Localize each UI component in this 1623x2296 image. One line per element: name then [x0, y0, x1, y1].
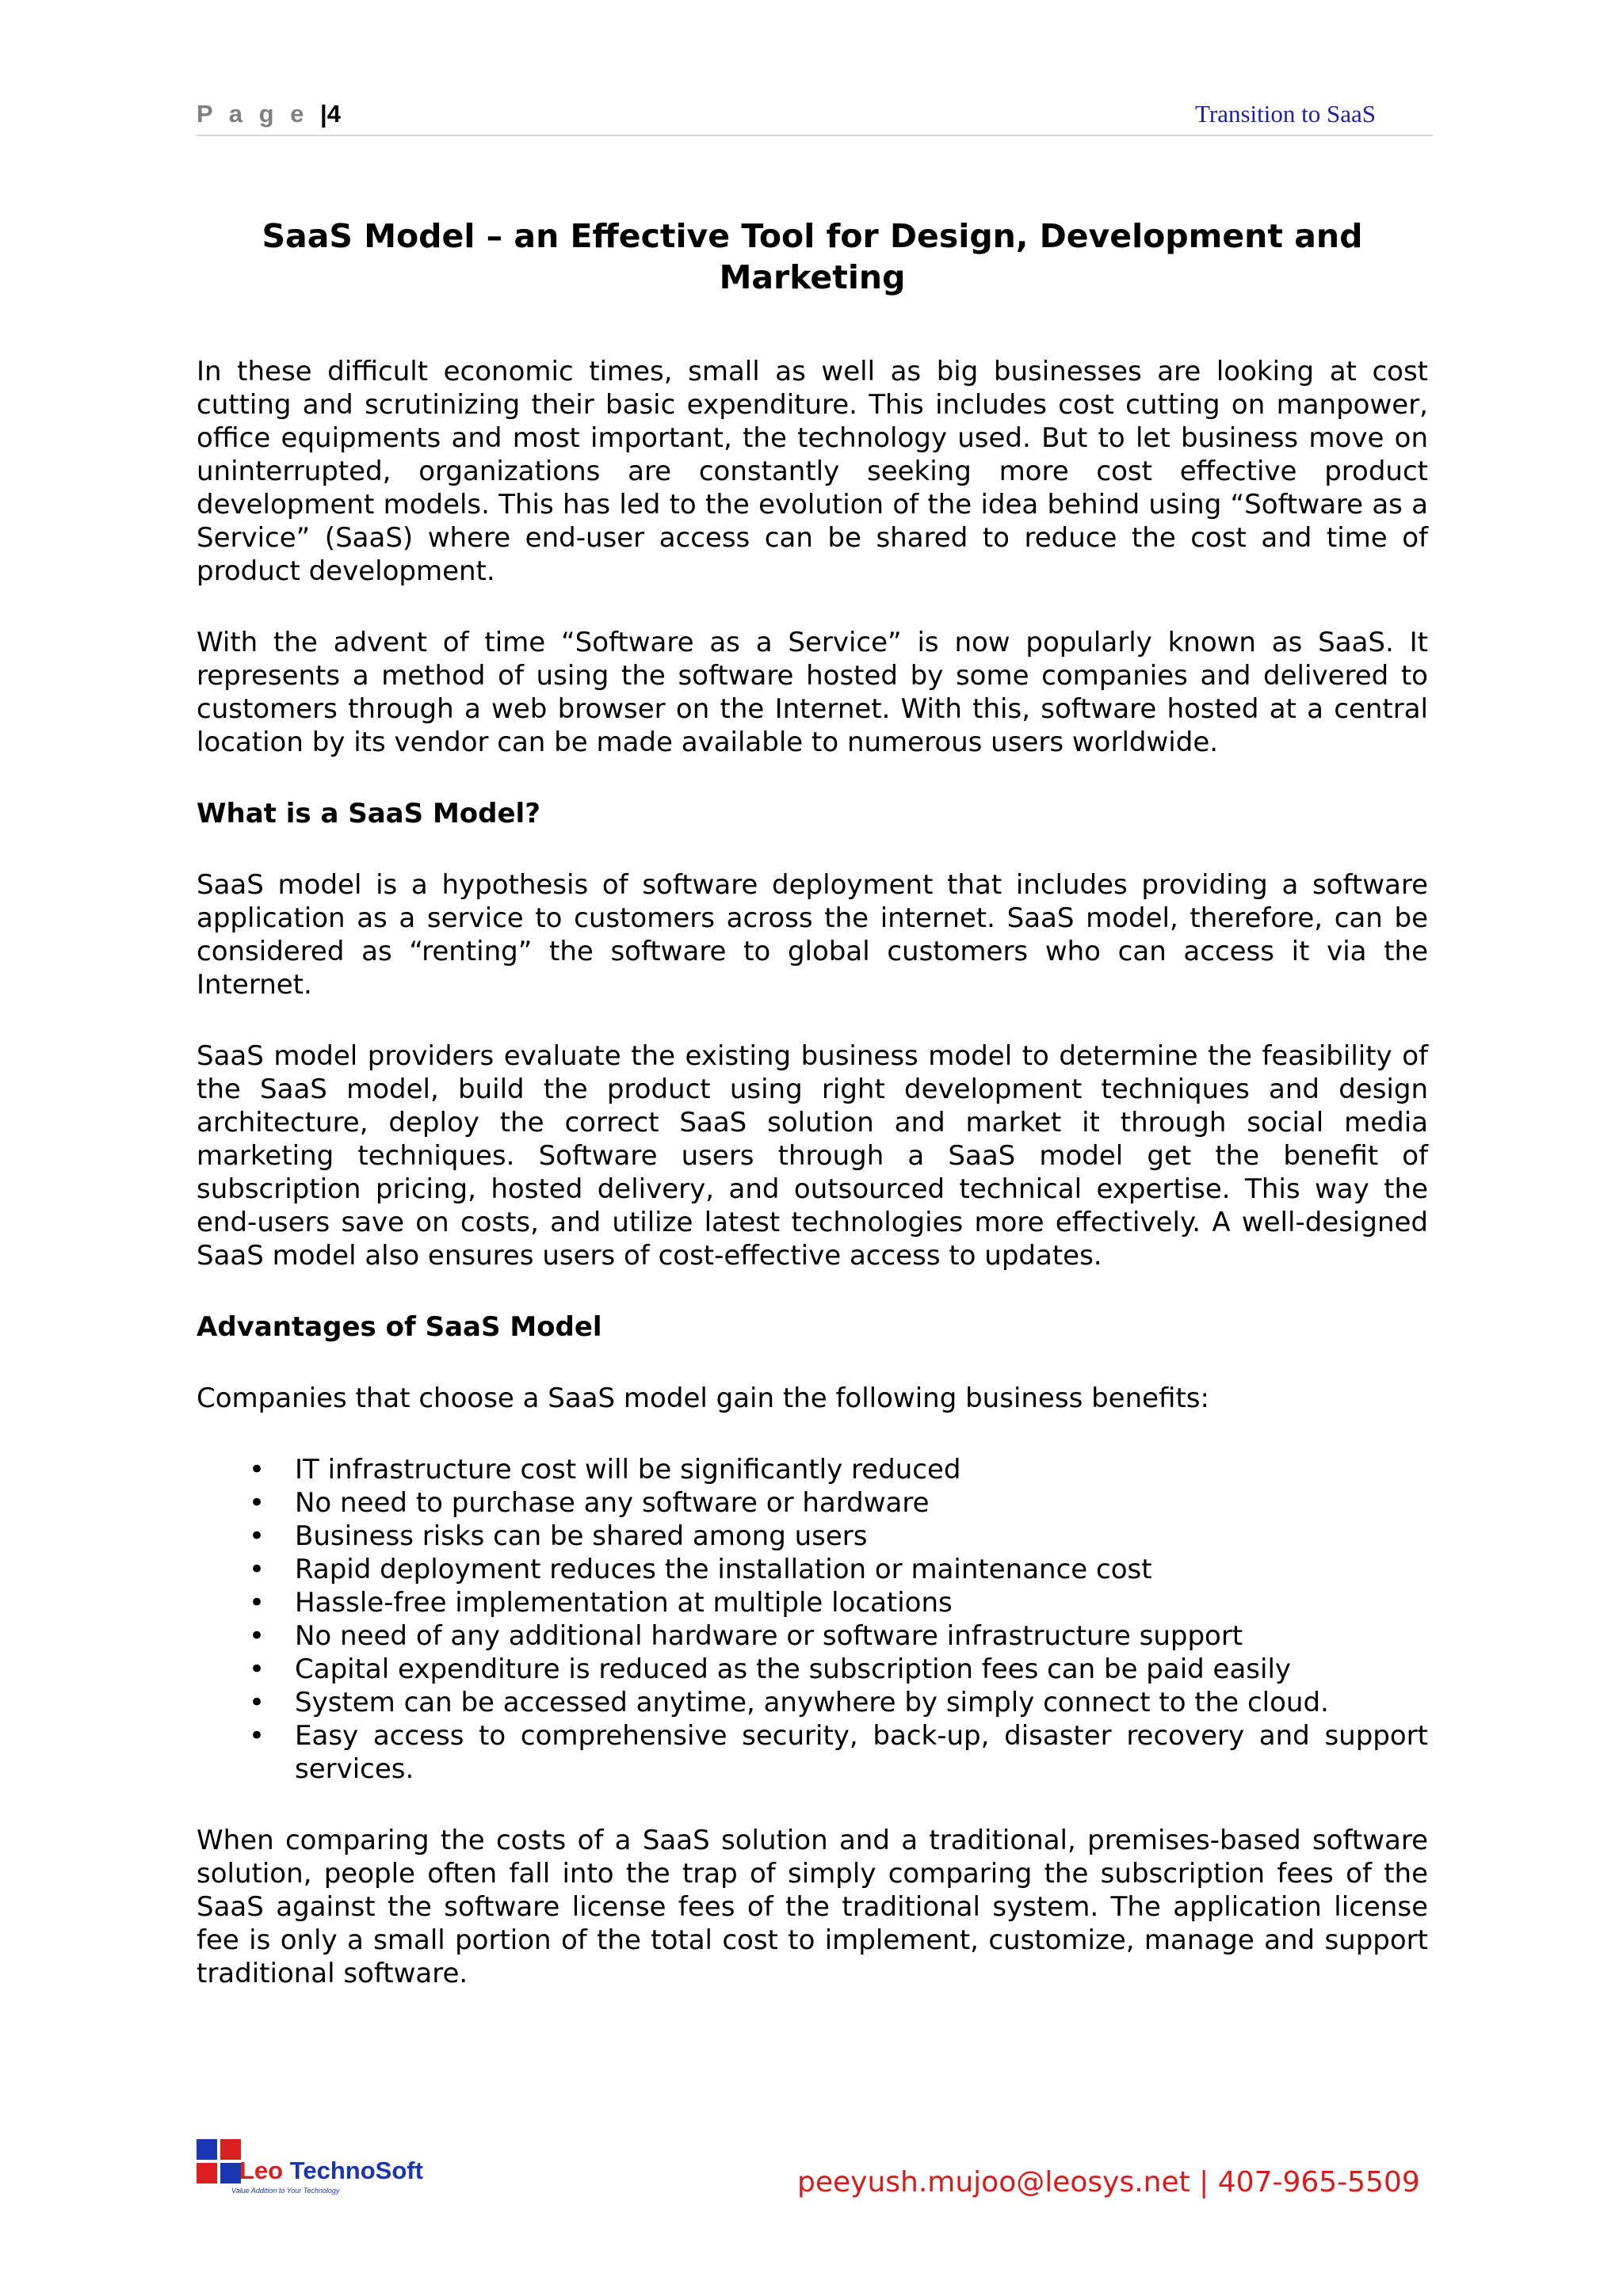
- list-item: [197, 1453, 1428, 1486]
- page-separator: |: [320, 100, 327, 128]
- list-item: [197, 1686, 1428, 1719]
- list-item-text: Easy access to comprehensive security, back-up, disaster recovery and support services.: [295, 1720, 1428, 1785]
- list-item: [197, 1586, 1428, 1619]
- running-title: Transition to SaaS: [1195, 100, 1376, 128]
- closing-paragraph: When comparing the costs of a SaaS solution and a traditional, premises-based software solution, people often fall into the trap of simply comparing the subscription fees of the SaaS against the software license fees of the traditional system. The application license fee is only a small portion of the total cost to implement, customize, manage and support traditional software.: [197, 1825, 1428, 1989]
- company-logo: [197, 2139, 458, 2196]
- list-item-text: No need of any additional hardware or software infrastructure support: [295, 1620, 1243, 1652]
- logo-word-leo: Leo: [239, 2157, 284, 2184]
- list-item-text: No need to purchase any software or hardware: [295, 1487, 930, 1519]
- intro-paragraph-2: With the advent of time “Software as a Service” is now popularly known as SaaS. It represents a method of using the software hosted by some companies and delivered to customers through a web browser on the Internet. With this, software hosted at a central location by its vendor can be made available to numerous users worldwide.: [197, 627, 1428, 758]
- list-item: [197, 1653, 1428, 1686]
- bullet-icon: •: [249, 1587, 265, 1619]
- bullet-icon: •: [249, 1520, 265, 1552]
- logo-squares-icon: [197, 2139, 242, 2185]
- logo-tagline: Value Addition to Your Technology: [231, 2187, 340, 2195]
- bullet-icon: •: [249, 1653, 265, 1685]
- list-item: [197, 1719, 1428, 1786]
- what-paragraph-2: SaaS model providers evaluate the existing business model to determine the feasibility of the SaaS model, build the product using right development techniques and design architecture, deploy the correct SaaS solution and market it through social media marketing techniques. Software users through a SaaS model get the benefit of subscription pricing, hosted delivery, and outsourced technical expertise. This way the end-users save on costs, and utilize latest technologies more effectively. A well-designed SaaS model also ensures users of cost-effective access to updates.: [197, 1040, 1428, 1272]
- bullet-icon: •: [249, 1454, 265, 1486]
- list-item: [197, 1486, 1428, 1520]
- advantages-list: [197, 1453, 1428, 1786]
- page-number-label: [197, 100, 341, 128]
- section-heading-what-is-saas: What is a SaaS Model?: [197, 798, 540, 830]
- page-label-text: P a g e: [197, 100, 309, 128]
- bullet-icon: •: [249, 1487, 265, 1519]
- bullet-icon: •: [249, 1720, 265, 1752]
- list-item: [197, 1619, 1428, 1653]
- list-item-text: System can be accessed anytime, anywhere by simply connect to the cloud.: [295, 1687, 1329, 1718]
- logo-word-technosoft: TechnoSoft: [289, 2157, 423, 2184]
- bullet-icon: •: [249, 1687, 265, 1718]
- list-item-text: Business risks can be shared among users: [295, 1520, 868, 1552]
- list-item: [197, 1520, 1428, 1553]
- contact-info: peeyush.mujoo@leosys.net | 407-965-5509: [797, 2166, 1420, 2199]
- list-item-text: IT infrastructure cost will be significantly reduced: [295, 1454, 961, 1486]
- document-title: SaaS Model – an Effective Tool for Design, Development and Marketing: [262, 217, 1363, 296]
- list-item: [197, 1553, 1428, 1586]
- bullet-icon: •: [249, 1554, 265, 1585]
- document-body: [197, 215, 1428, 2028]
- list-item-text: Hassle-free implementation at multiple locations: [295, 1587, 953, 1619]
- list-item-text: Rapid deployment reduces the installation or maintenance cost: [295, 1554, 1152, 1585]
- what-paragraph-1: SaaS model is a hypothesis of software deployment that includes providing a software application as a service to customers across the internet. SaaS model, therefore, can be considered as “renting” the software to global customers who can access it via the Internet.: [197, 869, 1428, 1001]
- section-heading-advantages: Advantages of SaaS Model: [197, 1311, 602, 1343]
- page-header: [197, 97, 1433, 136]
- advantages-intro: Companies that choose a SaaS model gain the following business benefits:: [197, 1383, 1209, 1414]
- bullet-icon: •: [249, 1620, 265, 1652]
- intro-paragraph-1: In these difficult economic times, small as well as big businesses are looking at cost cutting and scrutinizing their basic expenditure. This includes cost cutting on manpower, office equipments and most important, the technology used. But to let business move on uninterrupted, organizations are constantly seeking more cost effective product development models. This has led to the evolution of the idea behind using “Software as a Service” (SaaS) where end-user access can be shared to reduce the cost and time of product development.: [197, 356, 1428, 587]
- logo-name: [239, 2157, 423, 2185]
- list-item-text: Capital expenditure is reduced as the subscription fees can be paid easily: [295, 1653, 1292, 1685]
- page-number: 4: [327, 100, 341, 128]
